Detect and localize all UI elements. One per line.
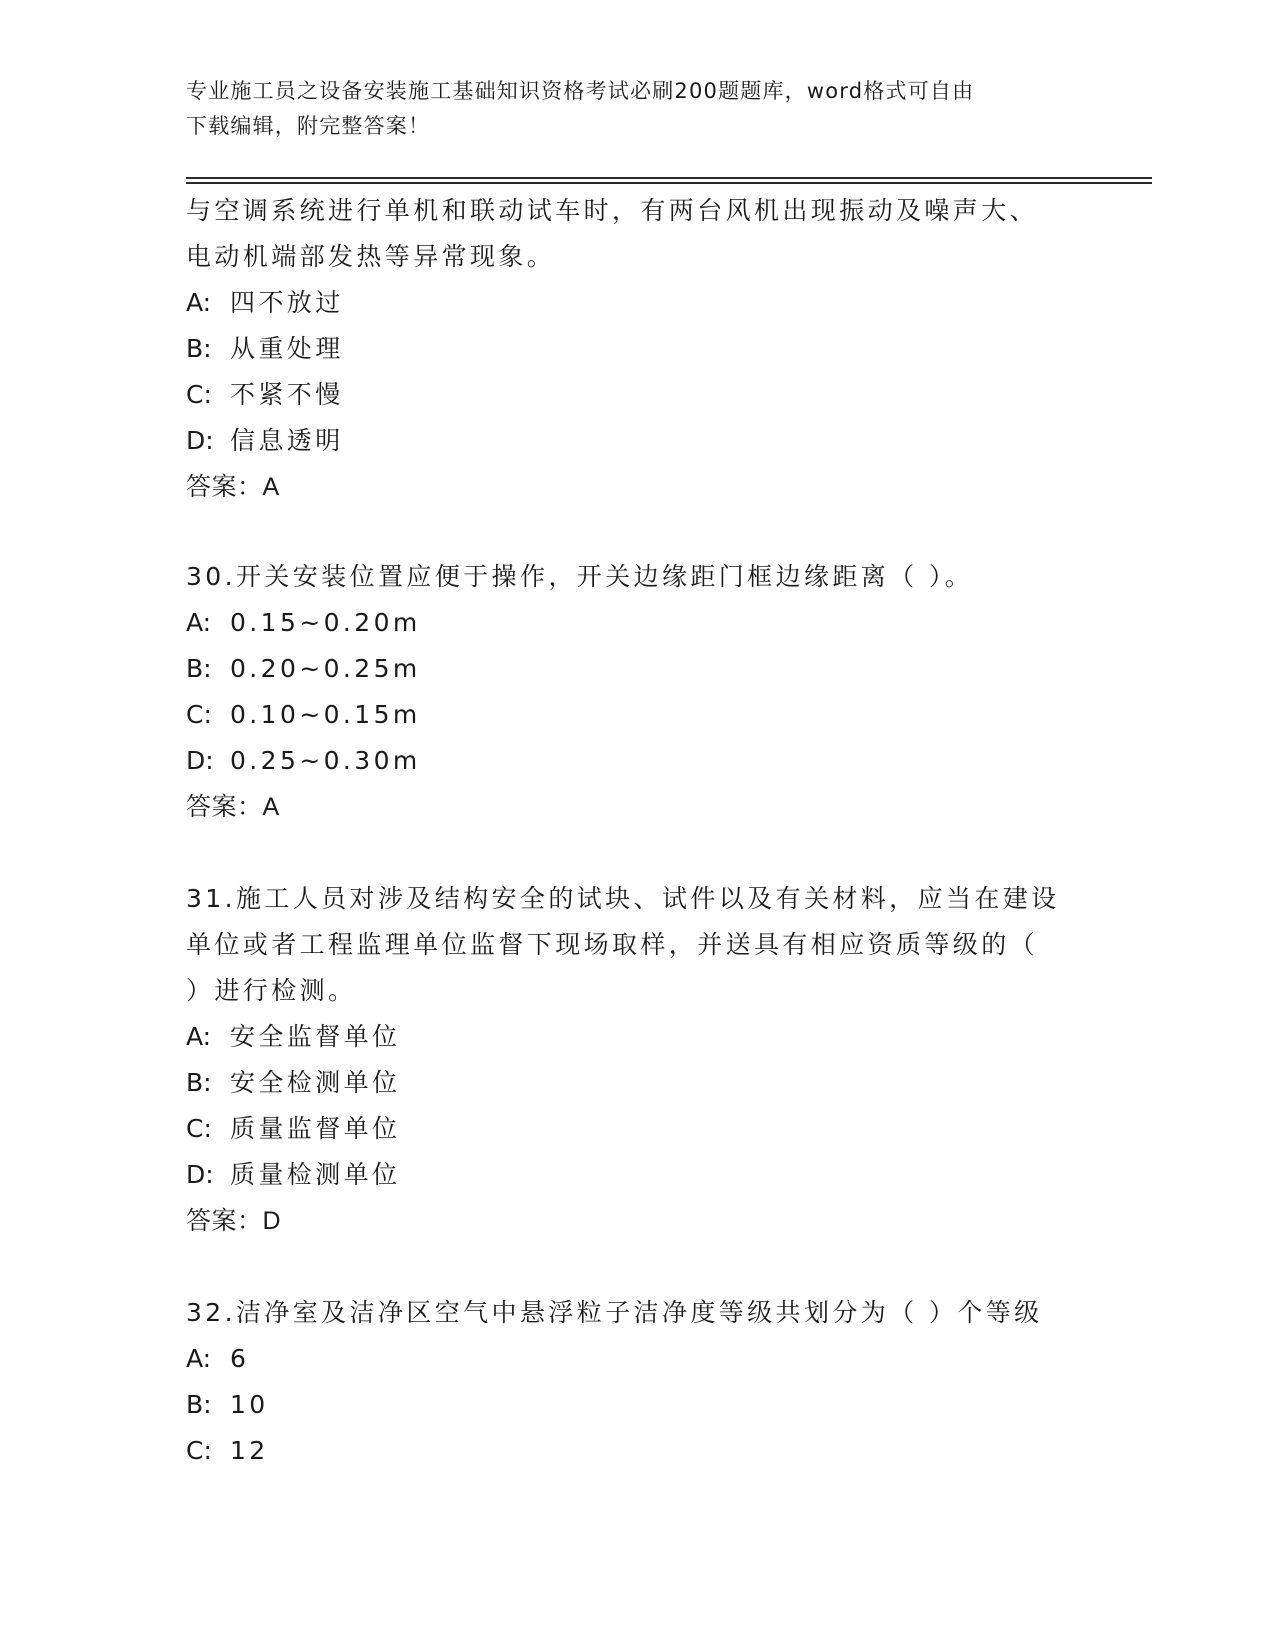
option-a (186, 1014, 1086, 1060)
option-label: D: (186, 746, 214, 775)
option-c (186, 692, 1086, 738)
option-d (186, 418, 1086, 464)
question-text-line: 单位或者工程监理单位监督下现场取样，并送具有相应资质等级的（ (186, 930, 1039, 959)
option-c (186, 1428, 1086, 1474)
spacer (186, 510, 1086, 554)
document-header (186, 74, 1066, 144)
option-label: A: (186, 1344, 212, 1373)
option-text: 12 (230, 1436, 269, 1465)
option-label: C: (186, 700, 212, 729)
question-text-line: 电动机端部发热等异常现象。 (186, 242, 556, 271)
spacer (186, 830, 1086, 876)
spacer (186, 1244, 1086, 1290)
option-label: B: (186, 1068, 212, 1097)
option-b (186, 1060, 1086, 1106)
question-block-30 (186, 554, 1086, 830)
answer-line: 答案：A (186, 473, 280, 501)
option-label: C: (186, 1114, 212, 1143)
option-text: 信息透明 (230, 426, 344, 455)
header-divider-top (186, 177, 1152, 179)
option-text: 6 (230, 1344, 250, 1373)
option-text: 四不放过 (230, 288, 344, 317)
option-text: 0.20~0.25m (230, 654, 421, 683)
option-label: C: (186, 380, 212, 409)
option-label: A: (186, 608, 212, 637)
option-d (186, 738, 1086, 784)
question-text-line: 30.开关安装位置应便于操作，开关边缘距门框边缘距离（ ）。 (186, 562, 974, 591)
option-c (186, 1106, 1086, 1152)
option-label: A: (186, 1022, 212, 1051)
option-label: C: (186, 1436, 212, 1465)
question-text-line: 32.洁净室及洁净区空气中悬浮粒子洁净度等级共划分为（ ）个等级 (186, 1298, 1043, 1327)
question-block-31 (186, 876, 1086, 1244)
question-block-32 (186, 1290, 1086, 1474)
option-text: 0.25~0.30m (230, 746, 421, 775)
option-text: 0.10~0.15m (230, 700, 421, 729)
option-b (186, 1382, 1086, 1428)
option-c (186, 372, 1086, 418)
option-a (186, 280, 1086, 326)
option-a (186, 600, 1086, 646)
option-b (186, 326, 1086, 372)
option-a (186, 1336, 1086, 1382)
question-block-prev (186, 188, 1086, 510)
option-text: 10 (230, 1390, 269, 1419)
option-b (186, 646, 1086, 692)
option-text: 安全监督单位 (230, 1022, 401, 1051)
header-line-1: 专业施工员之设备安装施工基础知识资格考试必刷200题题库，word格式可自由 (186, 79, 975, 103)
answer-line: 答案：A (186, 793, 280, 821)
option-text: 从重处理 (230, 334, 344, 363)
option-text: 0.15~0.20m (230, 608, 421, 637)
option-label: A: (186, 288, 212, 317)
header-line-2: 下载编辑，附完整答案！ (186, 114, 431, 138)
question-list (186, 188, 1086, 1474)
option-text: 质量检测单位 (230, 1160, 401, 1189)
option-label: D: (186, 426, 214, 455)
question-text-line: ）进行检测。 (186, 976, 357, 1005)
option-d (186, 1152, 1086, 1198)
option-label: B: (186, 1390, 212, 1419)
option-text: 安全检测单位 (230, 1068, 401, 1097)
question-text-line: 31.施工人员对涉及结构安全的试块、试件以及有关材料，应当在建设 (186, 884, 1060, 913)
question-text-line: 与空调系统进行单机和联动试车时，有两台风机出现振动及噪声大、 (186, 196, 1039, 225)
option-label: D: (186, 1160, 214, 1189)
option-label: B: (186, 334, 212, 363)
option-text: 不紧不慢 (230, 380, 344, 409)
option-text: 质量监督单位 (230, 1114, 401, 1143)
header-divider-bottom (186, 182, 1152, 184)
answer-line: 答案：D (186, 1207, 282, 1235)
option-label: B: (186, 654, 212, 683)
